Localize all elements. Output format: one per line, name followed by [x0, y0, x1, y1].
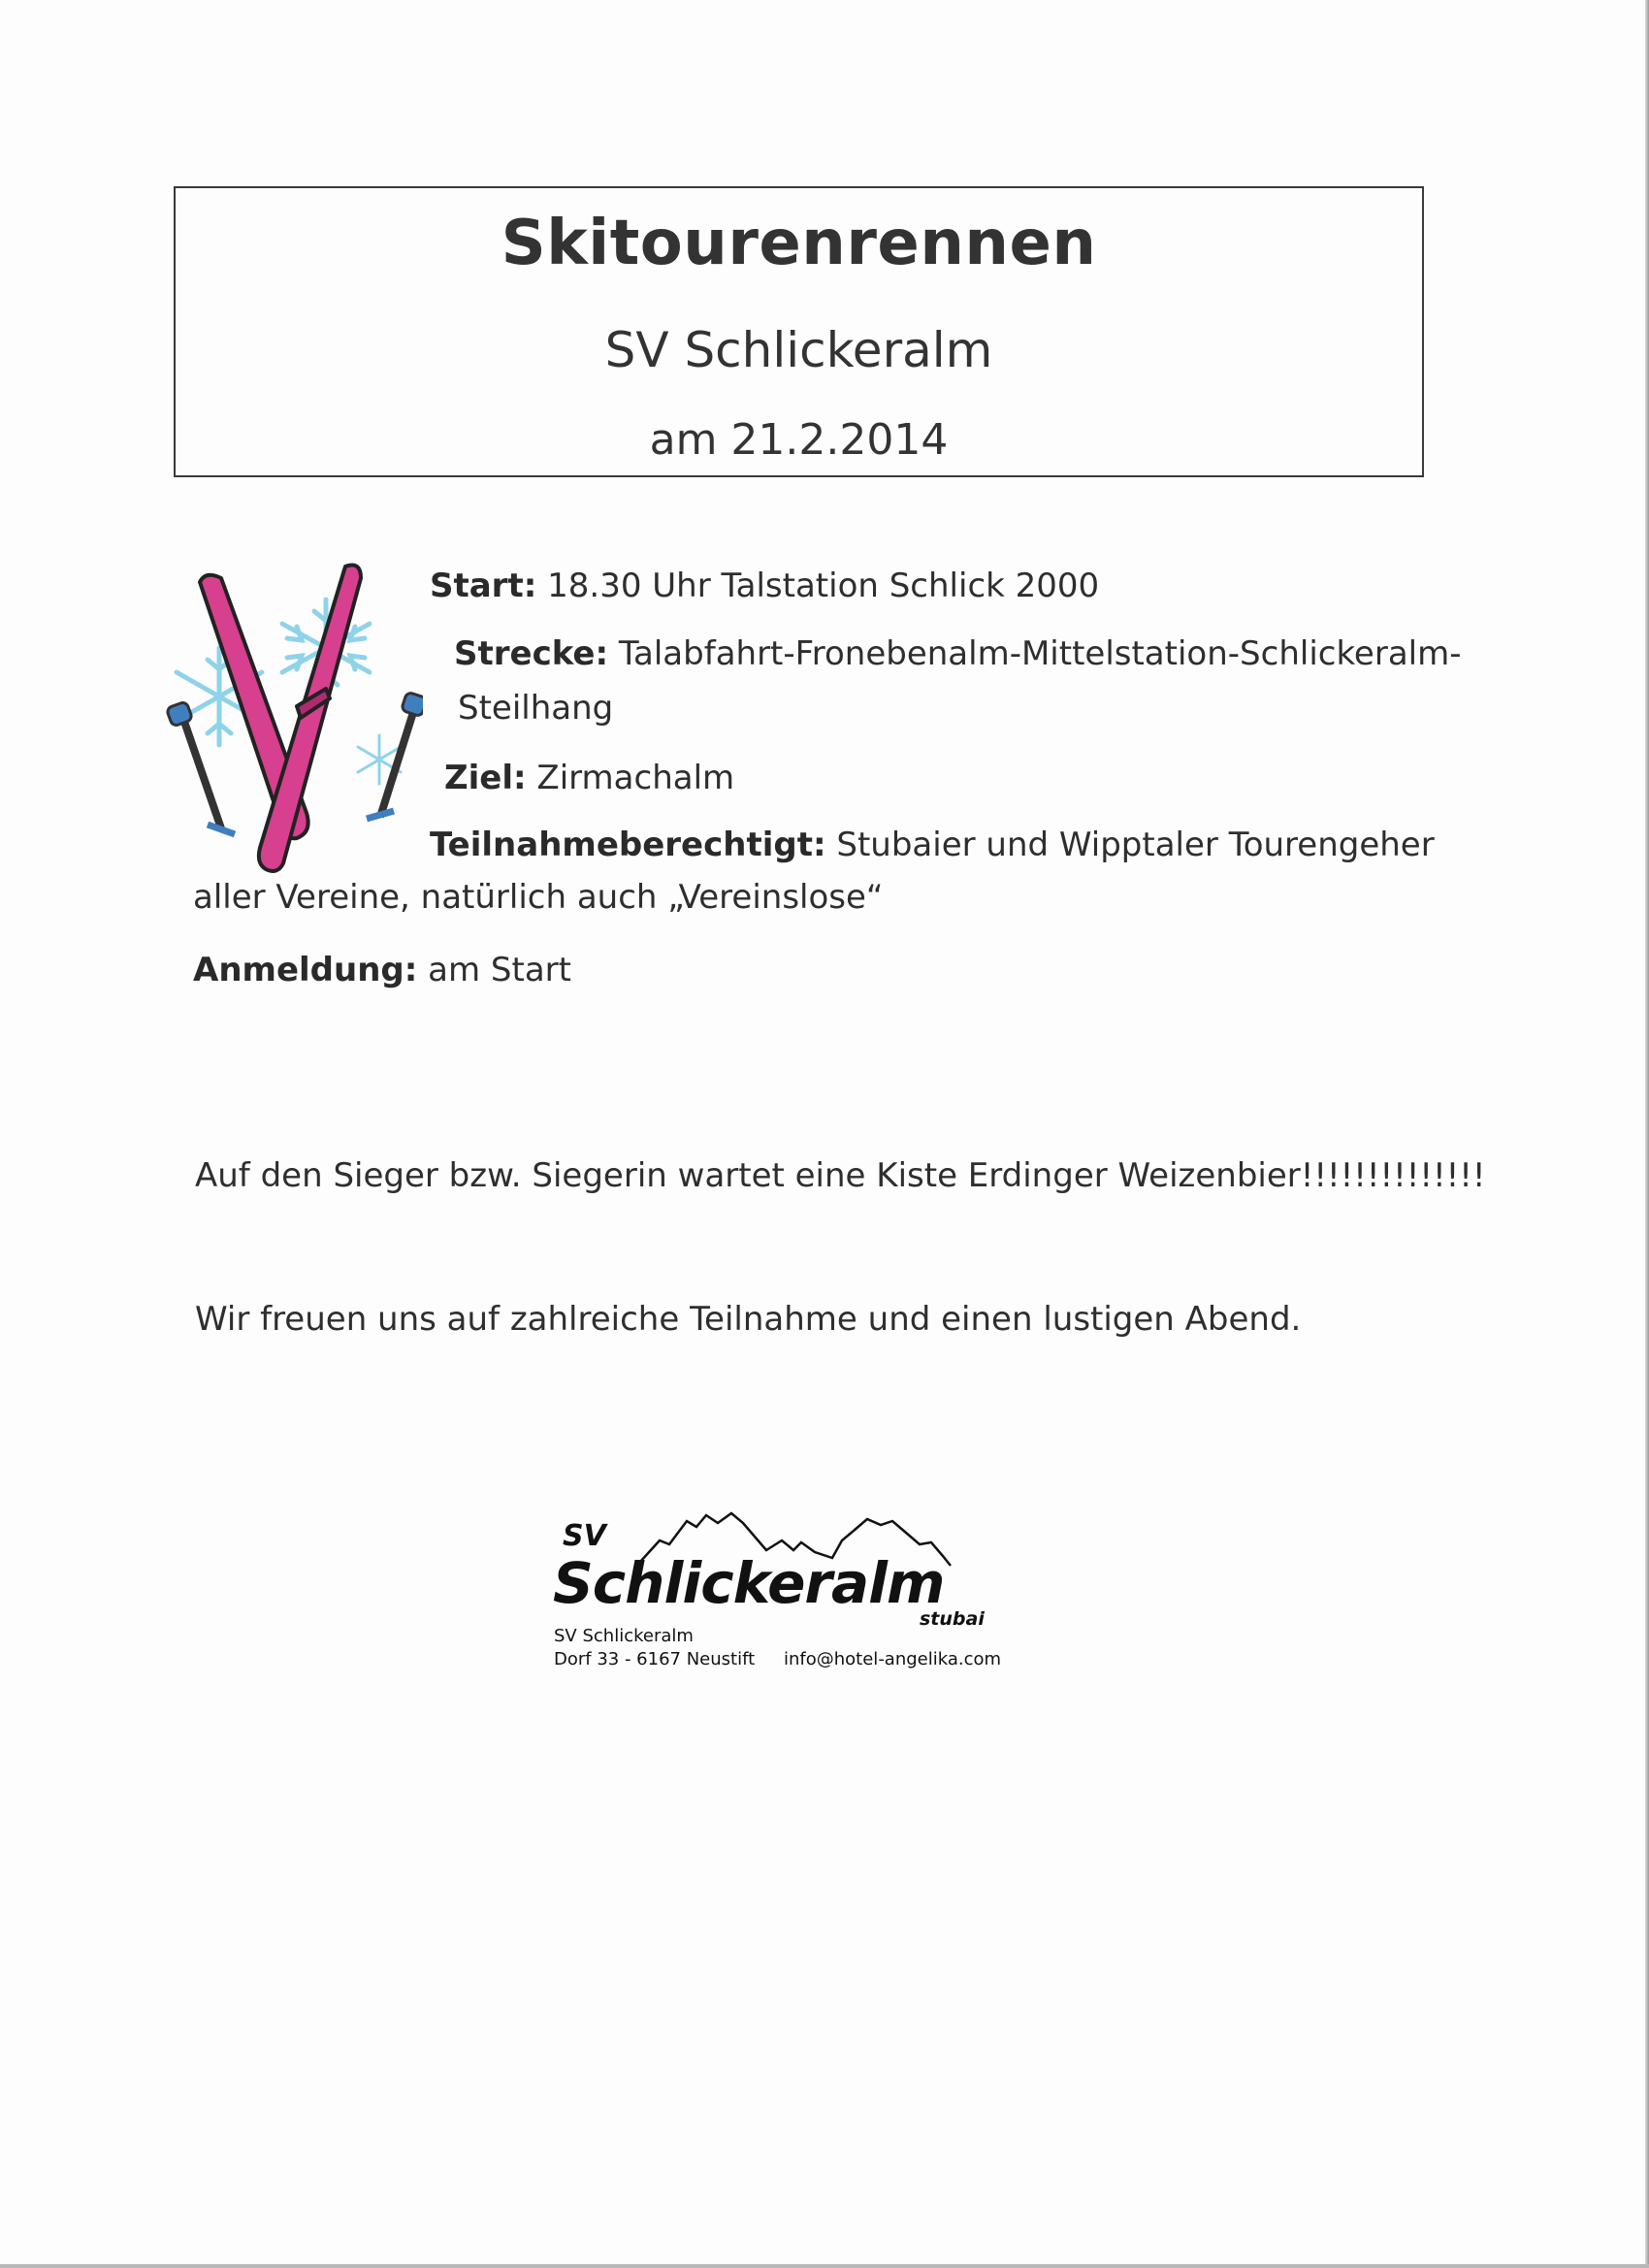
closing-message: Wir freuen uns auf zahlreiche Teilnahme und einen lustigen Abend.	[195, 1300, 1302, 1339]
start-value: 18.30 Uhr Talstation Schlick 2000	[536, 567, 1100, 605]
logo-name: Schlickeralm	[553, 1550, 945, 1616]
ski-illustration	[161, 561, 423, 877]
title-box	[174, 186, 1424, 477]
registration-value: am Start	[417, 951, 571, 989]
logo-sv: SV	[563, 1519, 606, 1553]
registration-label: Anmeldung:	[193, 951, 418, 989]
route-info-continued: Steilhang	[458, 689, 614, 728]
registration-info	[193, 951, 571, 989]
finish-value: Zirmachalm	[526, 759, 735, 797]
eligibility-info-continued: aller Vereine, natürlich auch „Vereinslose“	[193, 878, 884, 917]
club-name: SV Schlickeralm	[604, 322, 993, 378]
finish-label: Ziel:	[444, 759, 527, 797]
event-date: am 21.2.2014	[649, 415, 949, 465]
route-label: Strecke:	[454, 634, 609, 673]
prize-message: Auf den Sieger bzw. Siegerin wartet eine Kiste Erdinger Weizenbier!!!!!!!!!!!!!!	[195, 1156, 1486, 1195]
route-value: Talabfahrt-Fronebenalm-Mittelstation-Schlickeralm-	[608, 634, 1462, 673]
contact-email: info@hotel-angelika.com	[784, 1649, 1002, 1669]
event-title: Skitourenrennen	[501, 208, 1097, 279]
start-info	[430, 567, 1099, 605]
page-edge-bottom	[0, 2264, 1649, 2268]
address-name: SV Schlickeralm	[554, 1626, 694, 1646]
eligibility-value: Stubaier und Wipptaler Tourengeher	[825, 826, 1435, 864]
logo-region: stubai	[920, 1608, 985, 1630]
eligibility-label: Teilnahmeberechtigt:	[430, 826, 826, 864]
eligibility-info	[430, 826, 1435, 864]
page-edge	[1645, 0, 1649, 2268]
start-label: Start:	[430, 567, 537, 605]
route-info	[454, 634, 1462, 673]
finish-info	[444, 759, 734, 797]
address-street: Dorf 33 - 6167 Neustift	[554, 1649, 756, 1669]
